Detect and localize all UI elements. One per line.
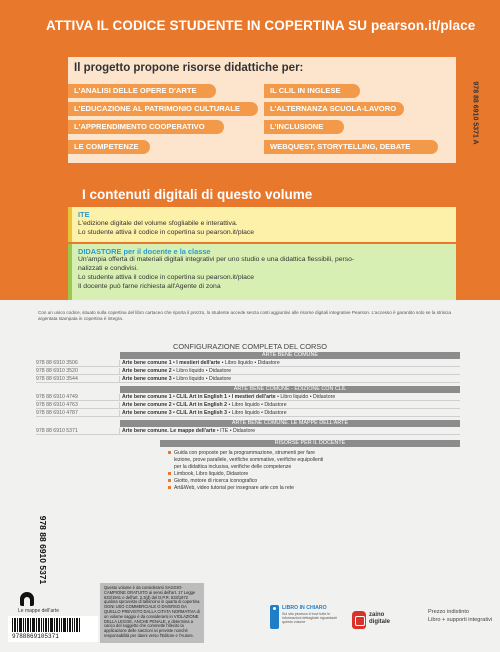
activation-banner: ATTIVA IL CODICE STUDENTE IN COPERTINA SU pearson.it/place	[46, 18, 476, 33]
table-row	[36, 402, 460, 409]
row-isbn: 978 88 6910 3506	[36, 360, 78, 366]
info-icon	[270, 605, 279, 629]
pill-apprendimento-cooperativo: L'APPRENDIMENTO COOPERATIVO	[68, 120, 224, 134]
table-row	[36, 410, 460, 417]
backpack-icon	[352, 611, 366, 629]
risorse-item: Giotto, motore di ricerca iconografico	[168, 478, 257, 485]
row-title: Arte bene comune 3 • Libro liquido • Didastore	[122, 376, 232, 382]
project-title: Il progetto propone risorse didattiche per:	[74, 62, 304, 74]
publisher-logo-icon	[20, 592, 34, 606]
didastore-line-3: Lo studente attiva il codice in copertina su pearson.it/place	[78, 274, 255, 281]
table-row	[36, 368, 460, 375]
bullet-icon	[168, 486, 171, 489]
table-row	[36, 376, 460, 383]
risorse-item: Art&Web, video tutorial per insegnare arte con la rete	[168, 485, 294, 492]
isbn-vertical-top-text: 978 88 6910 5371 A	[471, 81, 479, 145]
ite-box	[68, 207, 456, 242]
config-title: CONFIGURAZIONE COMPLETA DEL CORSO	[173, 342, 327, 351]
didastore-line-2: nalizzati e condivisi.	[78, 265, 139, 272]
isbn-vertical-top	[468, 68, 482, 158]
pill-educazione-patrimonio: L'EDUCAZIONE AL PATRIMONIO CULTURALE	[68, 102, 258, 116]
zaino-digitale-text: zaino digitale	[369, 612, 391, 625]
row-title: Arte bene comune. Le mappe dell'arte • ITE • Didastore	[122, 428, 256, 434]
row-isbn: 978 88 6910 3520	[36, 368, 78, 374]
row-isbn: 978 88 6910 4763	[36, 402, 78, 408]
pill-analisi-opere: L'ANALISI DELLE OPERE D'ARTE	[68, 84, 216, 98]
risorse-item: Limbook, Libro liquido, Didastore	[168, 471, 248, 478]
row-title: Arte bene comune 1 • CLIL Art in English 1 • I mestieri dell'arte • Libro liquido • Didastore	[122, 394, 336, 400]
legal-notice-box	[100, 583, 204, 643]
pill-inclusione: L'INCLUSIONE	[264, 120, 344, 134]
digital-contents-title: I contenuti digitali di questo volume	[82, 187, 313, 202]
didastore-line-4: Il docente può farne richiesta all'Agente di zona	[78, 283, 221, 290]
price-line-1: Prezzo indistinto	[428, 609, 470, 615]
bullet-icon	[168, 451, 171, 454]
ite-line-1: L'edizione digitale del volume sfogliabile e interattiva.	[78, 220, 238, 227]
pill-webquest: WEBQUEST, STORYTELLING, DEBATE	[264, 140, 438, 154]
didastore-head: DIDASTORE per il docente e la classe	[78, 247, 211, 256]
group-head-clil: ARTE BENE COMUNE - EDIZIONE CON CLIL	[120, 386, 460, 393]
pill-competenze: LE COMPETENZE	[68, 140, 150, 154]
row-isbn: 978 88 6910 4749	[36, 394, 78, 400]
libro-in-chiaro-logo	[270, 605, 336, 635]
table-row	[36, 394, 460, 401]
row-title: Arte bene comune 2 • Libro liquido • Didastore	[122, 368, 232, 374]
ite-line-2: Lo studente attiva il codice in copertina su pearson.it/place	[78, 229, 255, 236]
group-head-arte-bene-comune: ARTE BENE COMUNE	[120, 352, 460, 359]
table-row	[36, 428, 460, 435]
row-isbn: 978 88 6910 3544	[36, 376, 78, 382]
price-info	[428, 608, 492, 624]
libro-in-chiaro-title: LIBRO IN CHIARO	[282, 605, 327, 611]
zaino-digitale-logo	[352, 610, 402, 632]
barcode-bars	[12, 618, 94, 632]
risorse-item: Guida con proposte per la programmazione, strumenti per fare	[168, 450, 315, 457]
row-title: Arte bene comune 2 • CLIL Art in English 2 • Libro liquido • Didastore	[122, 402, 287, 408]
didastore-line-1: Un'ampia offerta di materiali digitali integrativi per uno studio e una didattica flessibili, perso-	[78, 256, 355, 263]
table-row	[36, 360, 460, 367]
risorse-item: lezione, prove parallele, verifiche sommative, verifiche equipollenti	[174, 457, 324, 463]
bullet-icon	[168, 479, 171, 482]
legal-notice: Questo volume è da considerarsi SAGGIO-CAMPIONE GRATUITO ai sensi dell'art. 17 Legge 633/1941 e dell'art. 2,3(d) del D.P.R. 633/1972 qualora sprovvisto di talloncino in quarta di copertina. OGNI USO COMMERCIALE O DIVERSO DA QUELLO PREVISTO DALLA CITATA NORMATIVA di un volume saggio è da considerarsi in VIOLAZIONE DELLA LEGGE, ANCHE PENALE, e determina a carico del soggetto che commette l'illecito la applicazione delle sanzioni ivi previste nonché responsabilità per danni verso l'Editore e l'Autore.	[104, 585, 201, 638]
series-label: Le mappe dell'arte	[18, 608, 59, 614]
group-head-mappe: ARTE BENE COMUNE. LE MAPPE DELL'ARTE	[120, 420, 460, 427]
libro-in-chiaro-sub: Sul sito pearson.it trovi tutte le informazioni dettagliate riguardanti questo volume	[282, 612, 337, 625]
risorse-head: RISORSE PER IL DOCENTE	[160, 440, 460, 447]
isbn-vertical-bottom	[33, 515, 53, 585]
ite-head: ITE	[78, 210, 90, 219]
pill-alternanza: L'ALTERNANZA SCUOLA-LAVORO	[264, 102, 404, 116]
didastore-box	[68, 244, 456, 300]
price-line-2: Libro + supporti integrativi	[428, 617, 493, 623]
row-isbn: 978 88 6910 5371	[36, 428, 78, 434]
barcode-number: 9788869105371	[12, 633, 59, 640]
bullet-icon	[168, 472, 171, 475]
pill-clil-inglese: IL CLIL IN INGLESE	[264, 84, 360, 98]
barcode	[8, 616, 98, 642]
isbn-vertical-bottom-text: 978 88 6910 5371	[38, 515, 48, 585]
row-isbn: 978 88 6910 4787	[36, 410, 78, 416]
row-title: Arte bene comune 1 • I mestieri dell'arte • Libro liquido • Didastore	[122, 360, 280, 366]
row-title: Arte bene comune 3 • CLIL Art in English 3 • Libro liquido • Didastore	[122, 410, 287, 416]
risorse-item: per la didattica inclusiva, verifiche delle competenze	[174, 464, 292, 470]
fine-print: Con un unico codice, situato sulla copertina del libro cartaceo che riporta il prezzo, lo studente accede senza costi aggiuntivi alle risorse digitali integrative Pearson. L'accesso è garantito solo se la striscia argentata stampata in copertina è integra.	[38, 310, 452, 321]
